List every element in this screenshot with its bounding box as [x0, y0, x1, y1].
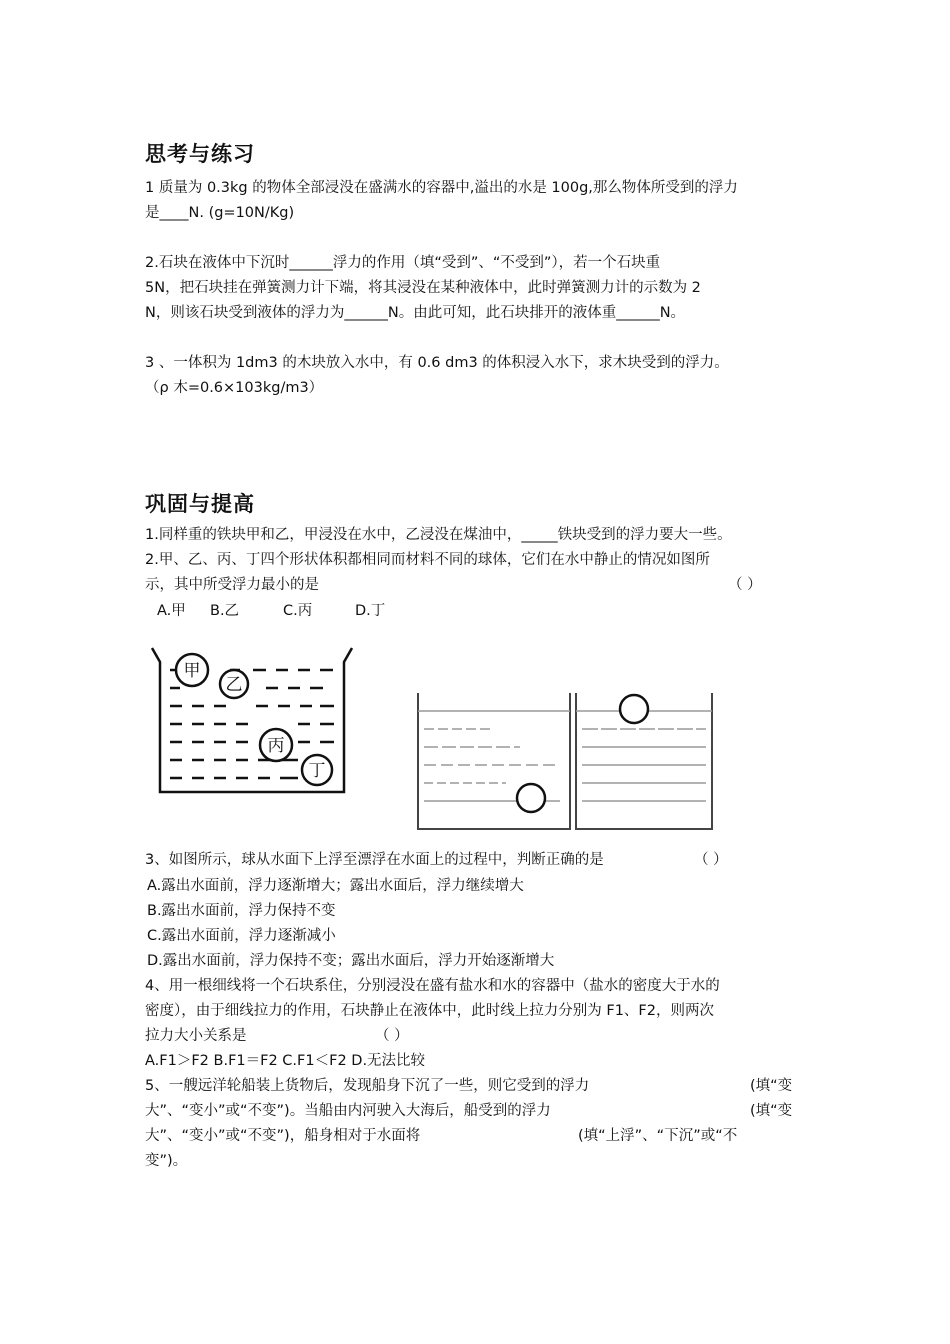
- s2-q5-line4: 变”)。: [145, 1153, 188, 1169]
- s2-q4-line2: 密度），由于细线拉力的作用，石块静止在液体中，此时线上拉力分别为 F1、F2，则两次: [145, 1003, 714, 1019]
- s2-q4-line3: 拉力大小关系是: [145, 1028, 247, 1044]
- s1-q3-line2: （ρ 木=0.6×103kg/m3）: [145, 380, 324, 396]
- s2-q3-option-a: A.露出水面前，浮力逐渐增大；露出水面后，浮力继续增大: [147, 878, 524, 894]
- s1-q3-line1: 3 、一体积为 1dm3 的木块放入水中，有 0.6 dm3 的体积浸入水下，求木块受到的浮力。: [145, 355, 729, 371]
- s2-q2-line1: 2.甲、乙、丙、丁四个形状体积都相同而材料不同的球体，它们在水中静止的情况如图所: [145, 552, 710, 568]
- ball-label-jia: 甲: [183, 661, 201, 681]
- s2-q5-line1-hint: (填“变: [750, 1078, 793, 1094]
- ball-label-bing: 丙: [267, 736, 285, 756]
- tank-water-lines: [418, 711, 712, 801]
- s1-q2-line1: 2.石块在液体中下沉时______浮力的作用（填“受到”、“不受到”），若一个石块重: [145, 255, 661, 271]
- tank-left-outline: [418, 693, 570, 829]
- s2-q4-line1: 4、用一根细线将一个石块系住，分别浸没在盛有盐水和水的容器中（盐水的密度大于水的: [145, 978, 720, 994]
- s1-q1-line1: 1 质量为 0.3kg 的物体全部浸没在盛满水的容器中,溢出的水是 100g,那么物体所受到的浮力: [145, 180, 738, 196]
- ball-submerged: [517, 784, 545, 812]
- s2-q2-option-d: D.丁: [355, 603, 386, 619]
- s2-q3-option-d: D.露出水面前，浮力保持不变；露出水面后，浮力开始逐渐增大: [147, 953, 555, 969]
- s2-q1: 1.同样重的铁块甲和乙，甲浸没在水中，乙浸没在煤油中，_____铁块受到的浮力要大一些。: [145, 527, 732, 543]
- s2-q3-option-c: C.露出水面前，浮力逐渐减小: [147, 928, 336, 944]
- s2-q5-line3: 大”、“变小”或“不变”)，船身相对于水面将: [145, 1128, 421, 1144]
- s2-q4-answer-paren: （ ）: [375, 1028, 409, 1044]
- ball-floating: [620, 695, 648, 723]
- section-title-practice: 思考与练习: [145, 142, 255, 166]
- s2-q5-line3-hint: (填“上浮”、“下沉”或“不: [578, 1128, 738, 1144]
- s1-q1-line2: 是____N. (g=10N/Kg): [145, 205, 295, 221]
- s2-q2-option-c: C.丙: [283, 603, 313, 619]
- s2-q5-line2-hint: (填“变: [750, 1103, 793, 1119]
- s2-q3-option-b: B.露出水面前，浮力保持不变: [147, 903, 336, 919]
- s2-q2-option-b: B.乙: [210, 603, 240, 619]
- s2-q2-option-a: A.甲: [157, 603, 186, 619]
- section-title-consolidation: 巩固与提高: [145, 492, 255, 516]
- s2-q5-line2: 大”、“变小”或“不变”)。当船由内河驶入大海后，船受到的浮力: [145, 1103, 551, 1119]
- s2-q2-line2: 示，其中所受浮力最小的是: [145, 577, 319, 593]
- s1-q2-line2: 5N，把石块挂在弹簧测力计下端，将其浸没在某种液体中，此时弹簧测力计的示数为 2: [145, 280, 701, 296]
- s2-q2-answer-paren: （ ）: [728, 577, 762, 593]
- s2-q4-options: A.F1＞F2 B.F1＝F2 C.F1＜F2 D.无法比较: [145, 1053, 426, 1069]
- figure-balls-in-water: [148, 640, 358, 800]
- s2-q3-answer-paren: （ ）: [694, 852, 728, 868]
- ball-label-yi: 乙: [225, 675, 243, 695]
- ball-label-ding: 丁: [308, 761, 326, 781]
- s2-q3-stem: 3、如图所示，球从水面下上浮至漂浮在水面上的过程中，判断正确的是: [145, 852, 604, 868]
- figure-two-tanks: [410, 685, 720, 833]
- s1-q2-line3: N，则该石块受到液体的浮力为______N。由此可知，此石块排开的液体重______N。: [145, 305, 686, 321]
- s2-q5-line1: 5、一艘远洋轮船装上货物后，发现船身下沉了一些，则它受到的浮力: [145, 1078, 590, 1094]
